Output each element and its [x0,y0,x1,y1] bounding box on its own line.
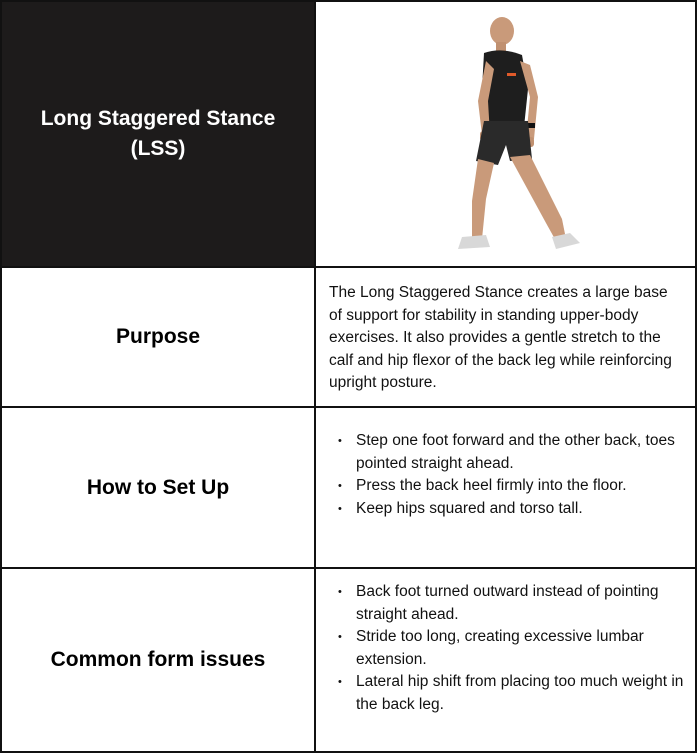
exercise-title-cell [0,0,316,268]
issues-list [338,581,685,716]
list-item: • Step one foot forward and the other back, toes pointed straight ahead. [338,432,675,472]
bullet-icon: • [338,676,342,688]
list-item: • Lateral hip shift from placing too much weight in the back leg. [338,673,684,713]
head-shape [490,17,514,45]
setup-label-cell [0,408,316,569]
purpose-label: Purpose [115,325,201,348]
setup-list [338,430,685,520]
bullet-icon: • [338,631,342,643]
bullet-icon: • [338,502,342,515]
front-shoe-shape [458,235,490,249]
bullet-icon: • [338,586,342,598]
setup-label: How to Set Up [86,475,230,499]
exercise-title: Long Staggered Stance (LSS) [40,107,276,160]
setup-list-cell [316,408,697,569]
list-item: • Back foot turned outward instead of pointing straight ahead. [338,583,659,623]
bullet-icon: • [338,480,342,492]
bullet-icon: • [338,435,342,447]
purpose-label-cell [0,268,316,408]
purpose-text: The Long Staggered Stance creates a large base of support for stability in standing upper-body exercises. It also provides a gentle stretch to the calf and hip flexor of the back leg while reinforcing upright posture. [329,284,672,391]
exercise-photo [406,9,606,259]
list-item: • Keep hips squared and torso tall. [338,498,685,521]
list-item: • Press the back heel firmly into the floor. [338,475,685,498]
purpose-text-cell [316,268,697,408]
issues-label-cell [0,569,316,753]
issues-list-cell [316,569,697,753]
issues-label: Common form issues [50,648,266,671]
exercise-photo-cell [316,0,697,268]
list-item: • Stride too long, creating excessive lumbar extension. [338,628,644,668]
